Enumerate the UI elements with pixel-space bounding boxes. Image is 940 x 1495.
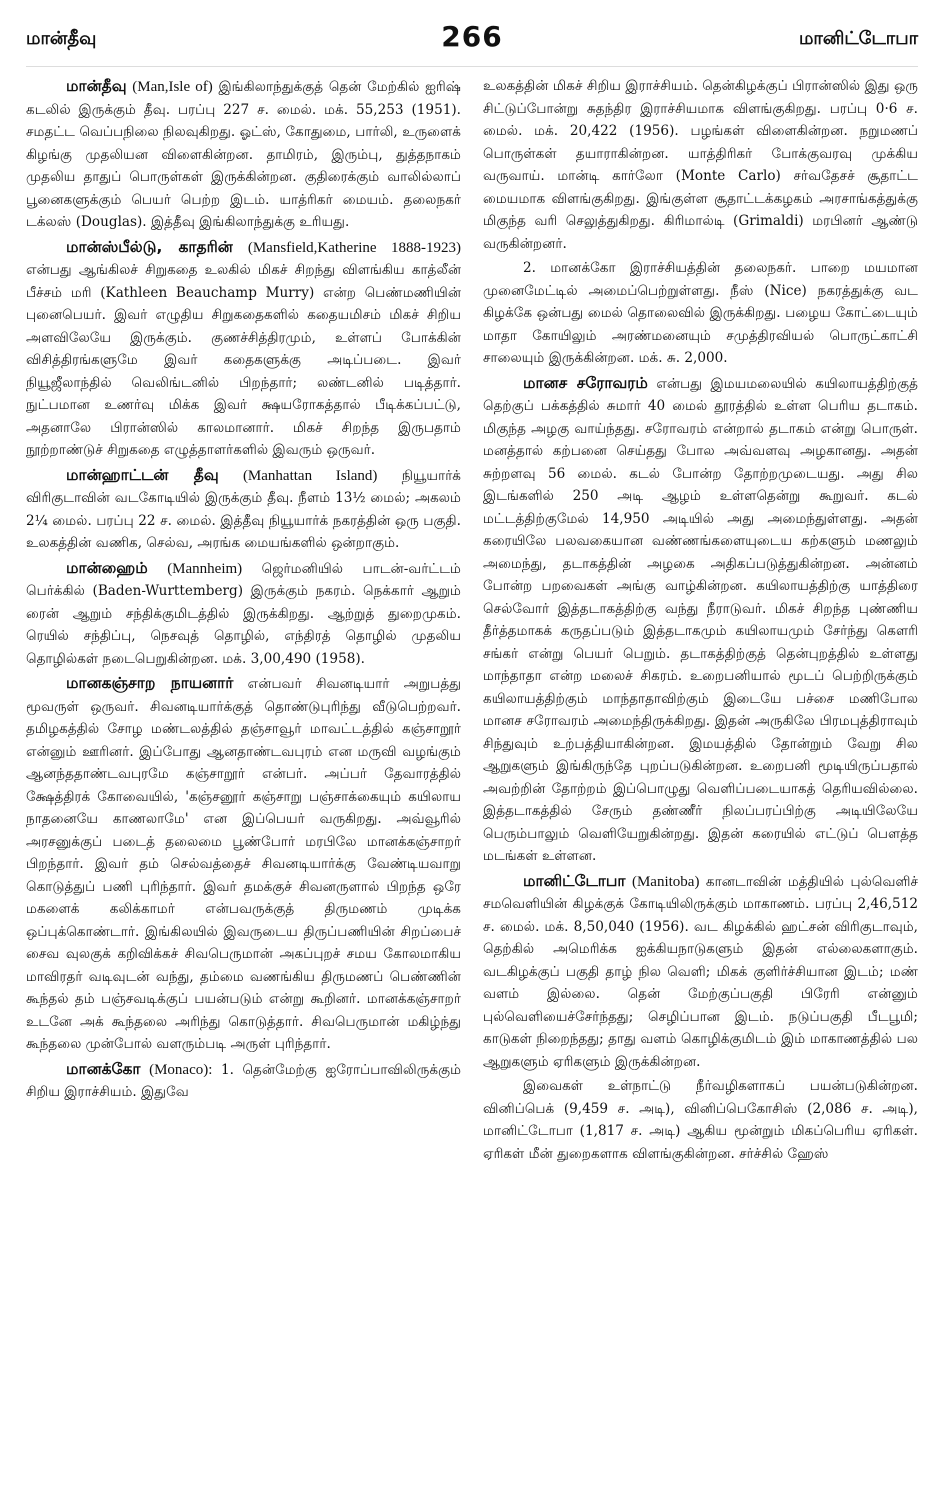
entry-latin: (Man,Isle of) xyxy=(132,79,213,95)
left-column xyxy=(26,75,461,1167)
entry xyxy=(26,1058,461,1104)
page-number: 266 xyxy=(441,20,503,53)
entry xyxy=(26,557,461,671)
entry-headword: மான்ஹாட்டன் தீவு xyxy=(66,465,219,484)
entry-latin: (Monaco): xyxy=(149,1061,213,1078)
running-head-left: மான்தீவு xyxy=(26,28,97,49)
entry-text: ஜெர்மனியில் பாடன்-வர்ட்டம் பெர்க்கில் (Baden-Wurttemberg) இருக்கும் நகரம். நெக்கார் ஆறும் ரைன் ஆறும் சந்திக்குமிடத்தில் இருக்கிறது. ஆற்றுத் துறைமுகம். ரெயில் சந்திப்பு, நெசவுத் தொழில், எந்திரத் தொழில் முதலிய தொழில்கள் நடைபெறுகின்றன. மக். 3,00,490 (1958). xyxy=(26,560,461,667)
entry-text: உலகத்தின் மிகச் சிறிய இராச்சியம். தென்கிழக்குப் பிரான்ஸில் இது ஒரு சிட்டுப்போன்று சுதந்திர இராச்சியமாக விளங்குகிறது. பரப்பு 0·6 ச. மைல். மக். 20,422 (1956). பழங்கள் விளைகின்றன. நறுமணப் பொருள்கள் தயாராகின்றன. யாத்திரிகர் போக்குவரவு முக்கிய வருவாய். மான்டி கார்லோ (Monte Carlo) சர்வதேசச் சூதாட்ட மையமாக விளங்குகிறது. இங்குள்ள சூதாட்டக்கழகம் அரசாங்கத்துக்கு மிகுந்த வரி செலுத்துகிறது. கிரிமால்டி (Grimaldi) மரபினர் ஆண்டு வருகின்றனர். xyxy=(483,78,918,252)
page-header xyxy=(26,20,918,67)
entry-latin: (Mansfield,Katherine 1888-1923) xyxy=(247,239,461,256)
entry-text: கானடாவின் மத்தியில் புல்வெளிச் சமவெளியின் கிழக்குக் கோடியிலிருக்கும் மாகாணம். பரப்பு 2,46,512 ச. மைல். மக். 8,50,040 (1956). வட கிழக்கில் ஹட்சன் விரிகுடாவும், தெற்கில் அமெரிக்க ஐக்கியநாடுகளும் இதன் எல்லைகளாகும். வடகிழக்குப் பகுதி தாழ் நில வெளி; மிகக் குளிர்ச்சியான இடம்; மண் வளம் இல்லை. தென் மேற்குப்பகுதி பிரேரி என்னும் புல்வெளியைச்சேர்ந்தது; செழிப்பான இடம். நடுப்பகுதி பீடபூமி; காடுகள் நிறைந்தது; தாது வளம் கொழிக்குமிடம் இம் மாகாணத்தில் பல ஆறுகளும் ஏரிகளும் இருக்கின்றன. xyxy=(483,873,919,1070)
entry xyxy=(26,672,461,1056)
entry-headword: மான்ஸ்பீல்டு, காதரின் xyxy=(66,237,233,256)
right-column xyxy=(483,75,918,1167)
entry-headword: மானிட்டோபா xyxy=(523,871,626,890)
entry xyxy=(26,464,461,555)
entry-subsection xyxy=(483,257,918,370)
entry-headword: மான்ஹைம் xyxy=(66,558,148,577)
entry-latin: (Manhattan Island) xyxy=(242,467,378,484)
entry-text: இங்கிலாந்துக்குத் தென் மேற்கில் ஐரிஷ் கடலில் இருக்கும் தீவு. பரப்பு 227 ச. மைல். மக். 55,253 (1951). சமதட்ட வெப்பநிலை நிலவுகிறது. ஓட்ஸ், கோதுமை, பார்லி, உருளைக் கிழங்கு முதலியன விளைகின்றன. தாமிரம், இரும்பு, துத்தநாகம் முதலிய தாதுப் பொருள்கள் இருக்கின்றன. குதிரைக்கும் வாலில்லாப் பூனைகளுக்கும் பெயர் பெற்ற இடம். யாத்ரிகர் மையம். தலைநகர் டக்லஸ் (Douglas). இத்தீவு இங்கிலாந்துக்கு உரியது. xyxy=(26,79,461,230)
entry-text: 2. மானக்கோ இராச்சியத்தின் தலைநகர். பாறை மயமான முனைமேட்டில் அமைப்பெற்றுள்ளது. நீஸ் (Nice) நகரத்துக்கு வட கிழக்கே ஒன்பது மைல் தொலைவில் இருக்கிறது. பழைய கோட்டையும் மாதா கோயிலும் அரண்மனையும் சமுத்திரவியல் பொருட்காட்சி சாலையும் இருக்கின்றன. மக். சு. 2,000. xyxy=(483,260,918,366)
running-head-right: மானிட்டோபா xyxy=(798,28,918,49)
entry-text: நியூயார்க் விரிகுடாவின் வடகோடியில் இருக்கும் தீவு. நீளம் 13½ மைல்; அகலம் 2¼ மைல். பரப்பு 22 ச. மைல். இத்தீவு நியூயார்க் நகரத்தின் ஒரு பகுதி. உலகத்தின் வணிக, செல்வ, அரங்க மையங்களில் ஒன்றாகும். xyxy=(26,467,461,551)
entry-headword: மான்தீவு xyxy=(66,77,127,95)
entry-headword: மானகஞ்சாற நாயனார் xyxy=(66,674,234,692)
entry-latin: (Manitoba) xyxy=(631,873,700,890)
entry xyxy=(483,870,918,1074)
entry-continuation xyxy=(483,75,918,255)
entry-text: இவைகள் உள்நாட்டு நீர்வழிகளாகப் பயன்படுகின்றன. வினிப்பெக் (9,459 ச. அடி), வினிப்பெகோசிஸ் (2,086 ச. அடி), மானிட்டோபா (1,817 ச. அடி) ஆகிய மூன்றும் மிகப்பெரிய ஏரிகள். ஏரிகள் மீன் துறைகளாக விளங்குகின்றன. சர்ச்சில் ஹேஸ் xyxy=(483,1078,918,1162)
entry-headword: மானச சரோவரம் xyxy=(523,373,648,392)
text-columns xyxy=(26,75,918,1167)
entry xyxy=(483,372,918,868)
entry-text: என்பது இமயமலையில் கயிலாயத்திற்குத் தெற்குப் பக்கத்தில் சுமார் 40 மைல் தூரத்தில் உள்ள பெரிய தடாகம். மிகுந்த அழகு வாய்ந்தது. சரோவரம் என்றால் தடாகம் என்று பொருள். மனத்தால் கற்பனை செய்தது போல அவ்வளவு அழகானது. அதன் சுற்றளவு 56 மைல். கடல் போன்ற தோற்றமுடையது. அது சில இடங்களில் 250 அடி ஆழம் உள்ளதென்று கூறுவர். கடல் மட்டத்திற்குமேல் 14,950 அடியில் அது அமைந்துள்ளது. அதன் கரையிலே பலவகையான வண்ணங்களையுடைய கற்களும் மணலும் அமைந்து, தடாகத்தின் அழகை அதிகப்படுத்துகின்றன. அன்னம் போன்ற பறவைகள் அங்கு வாழ்கின்றன. கயிலாயத்திற்கு யாத்திரை செல்வோர் இத்தடாகத்திற்கு வந்து நீராடுவர். மிகச் சிறந்த புண்ணிய தீர்த்தமாகக் கருதப்படும் இத்தடாகமும் கயிலாயமும் சேர்ந்து கௌரி சங்கர் என்று பெயர் பெறும். தடாகத்திற்குத் தென்புறத்தில் உள்ளது மாந்தாதா என்ற மலைச் சிகரம். உறைபனியால் மூடப் பெற்றிருக்கும் கயிலாயத்திற்கும் மாந்தாதாவிற்கும் இடையே பச்சை மணிபோல மானச சரோவரம் அமைந்திருக்கிறது. இதன் அருகிலே பிரமபுத்திராவும் சிந்துவும் உற்பத்தியாகின்றன. இமயத்தில் தோன்றும் வேறு சில ஆறுகளும் இங்கிருந்தே புறப்படுகின்றன. உறைபனி மூடியிருப்பதால் அவற்றின் தோற்றம் இப்பொழுது வெளிப்படையாகத் தெரியவில்லை. இத்தடாகத்தில் சேரும் தண்ணீர் நிலப்பரப்பிற்கு அடியிலேயே பெரும்பாலும் வெளியேறுகின்றது. இதன் கரையில் எட்டுப் பௌத்த மடங்கள் உள்ளன. xyxy=(483,375,918,864)
entry-text: என்பது ஆங்கிலச் சிறுகதை உலகில் மிகச் சிறந்து விளங்கிய காத்லீன் பீச்சம் மரி (Kathleen Beauchamp Murry) என்ற பெண்மணியின் புனைபெயர். இவர் எழுதிய சிறுகதைகளில் கதையமிசம் மிகச் சிறிய அளவிலேயே இருக்கும். குணச்சித்திரமும், உள்ளப் போக்கின் விசித்திரங்களுமே இவர் கதைகளுக்கு அடிப்படை. இவர் நியூஜீலாந்தில் வெலிங்டனில் பிறந்தார்; லண்டனில் படித்தார். நுட்பமான உணர்வு மிக்க இவர் க்ஷயரோகத்தால் பீடிக்கப்பட்டு, அதனாலே பிரான்ஸில் காலமானார். மிகச் சிறந்த இருபதாம் நூற்றாண்டுச் சிறுகதை எழுத்தாளர்களில் இவரும் ஒருவர். xyxy=(26,262,461,458)
entry-headword: மானக்கோ xyxy=(66,1059,141,1078)
entry-paragraph xyxy=(483,1075,918,1165)
entry xyxy=(26,75,461,234)
entry-text: 1. தென்மேற்கு ஐரோப்பாவிலிருக்கும் சிறிய இராச்சியம். இதுவே xyxy=(26,1061,462,1100)
entry-text: என்பவர் சிவனடியார் அறுபத்து மூவருள் ஒருவர். சிவனடியார்க்குத் தொண்டுபுரிந்து வீடுபெற்றவர். தமிழகத்தில் சோழ மண்டலத்தில் தஞ்சாவூர் மாவட்டத்தில் கஞ்சாறூர் என்னும் ஊரினர். இப்போது ஆனதாண்டவபுரம் என மருவி வழங்கும் ஆனந்ததாண்டவபுரமே கஞ்சாறூர் என்பர். அப்பர் தேவாரத்தில் க்ஷேத்திரக் கோவையில், 'கஞ்சனூர் கஞ்சாறு பஞ்சாக்கையும் கயிலாய நாதனையே காணலாமே' என இப்பெயர் வருகிறது. அவ்வூரில் அரசனுக்குப் படைத் தலைமை பூண்போர் மரபிலே மானக்கஞ்சாறர் பிறந்தார். இவர் தம் செல்வத்தைச் சிவனடியார்க்கு வேண்டியவாறு கொடுத்துப் பணி புரிந்தார். இவர் தமக்குச் சிவனருளால் பிறந்த ஒரே மகளைக் கலிக்காமர் என்பவருக்குத் திருமணம் முடிக்க ஒப்புக்கொண்டார். இங்கிலயில் இவருடைய திருப்பணியின் சிறப்பைச் சைவ வுலகுக் கறிவிக்கச் சிவபெருமான் அகப்புறச் சமய கோலமாகிய மாவிரதர் வடிவுடன் வந்து, தம்மை வணங்கிய திருமணப் பெண்ணின் கூந்தல் தம் பஞ்சவடிக்குப் பயன்படும் என்று கூறினர். மானக்கஞ்சாறர் உடனே அக் கூந்தலை அரிந்து கொடுத்தார். சிவபெருமான் மகிழ்ந்து கூந்தலை முன்போல் வளரும்படி அருள் புரிந்தார். xyxy=(26,676,462,1052)
entry xyxy=(26,236,461,462)
entry-latin: (Mannheim) xyxy=(167,560,243,577)
